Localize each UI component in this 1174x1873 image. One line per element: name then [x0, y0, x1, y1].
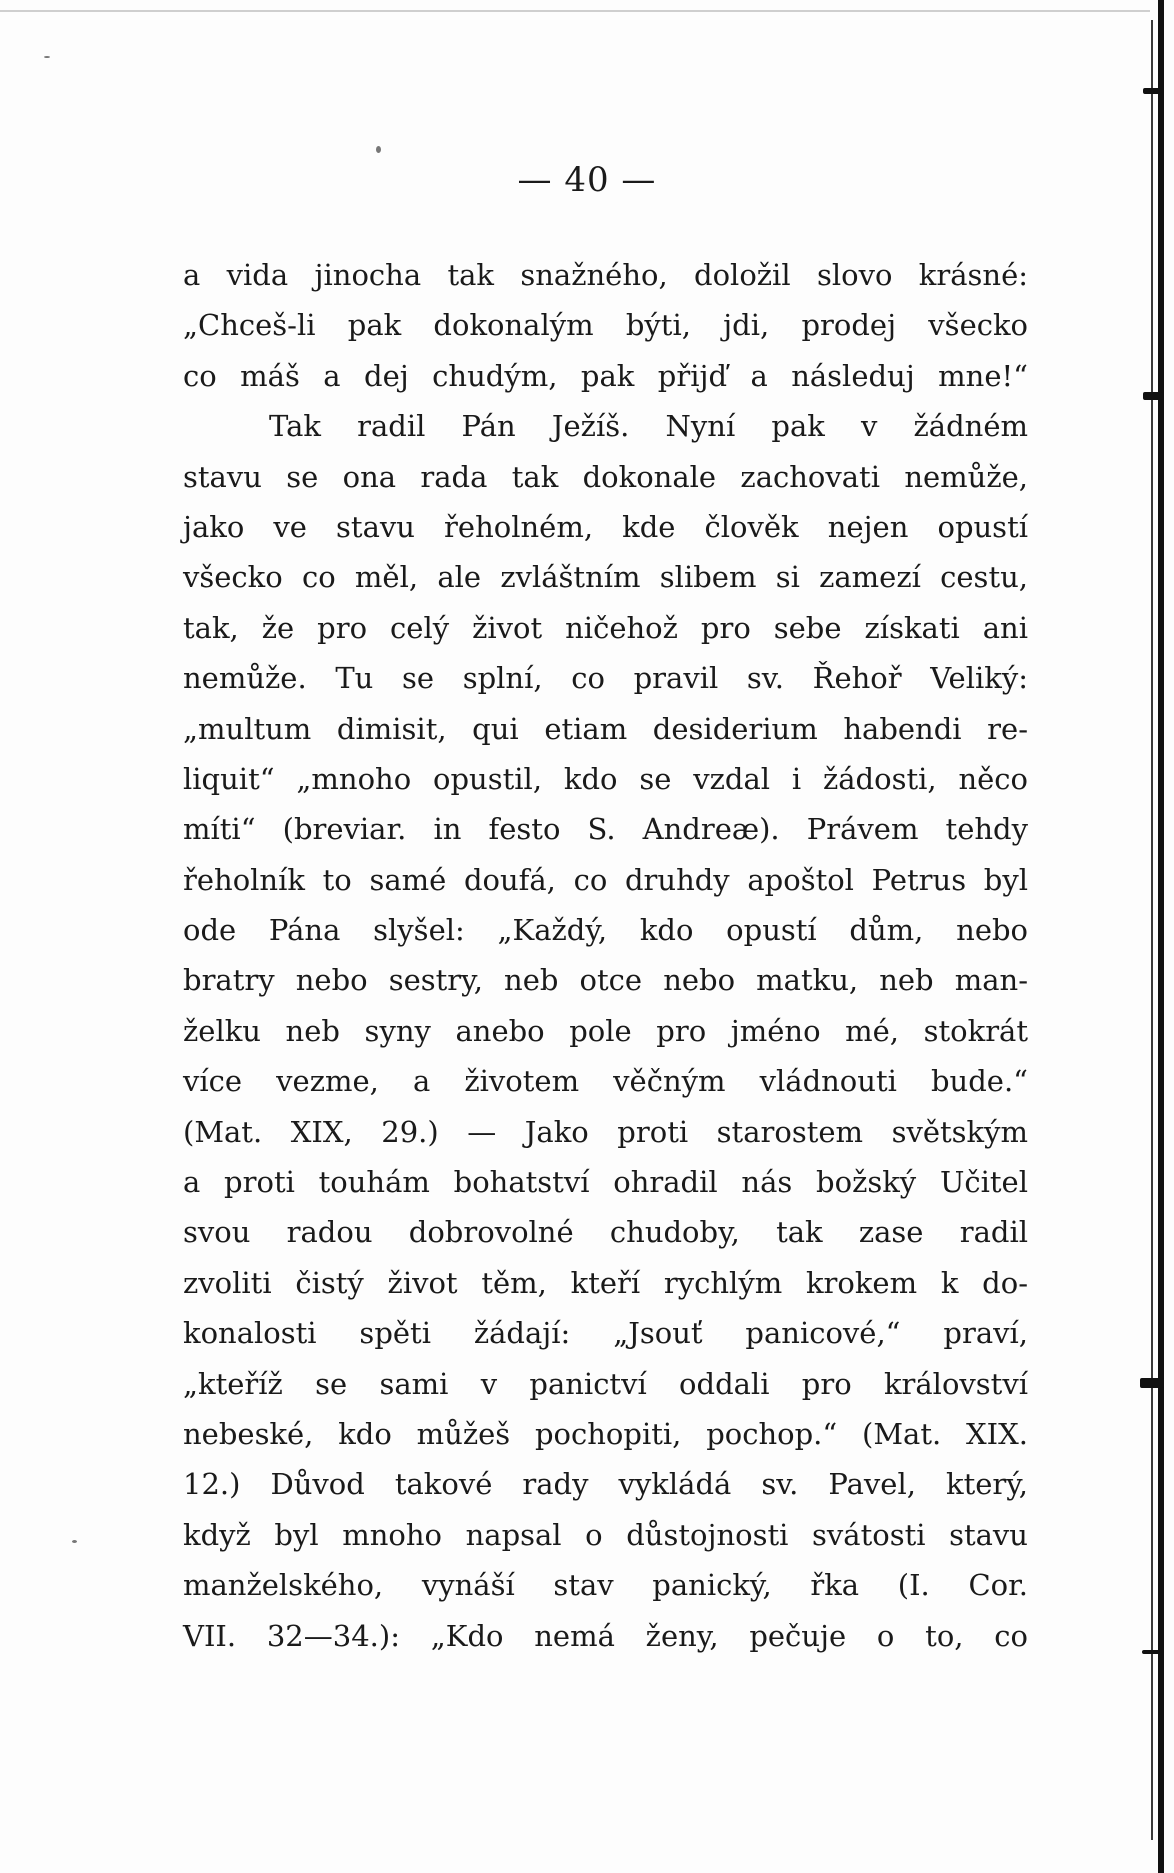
text-line: „kteříž se sami v panictví oddali pro království: [183, 1366, 1028, 1401]
text-line: ode Pána slyšel: „Každý, kdo opustí dům, nebo: [183, 913, 1028, 948]
text-line: stavu se ona rada tak dokonale zachovati nemůže,: [183, 459, 1028, 494]
edge-mark: [1142, 1650, 1160, 1654]
text-line: konalosti spěti žádají: „Jsouť panicové,“ praví,: [183, 1316, 1028, 1351]
text-line: 12.) Důvod takové rady vykládá sv. Pavel, který,: [183, 1467, 1028, 1502]
text-line: více vezme, a životem věčným vládnouti bude.“: [183, 1064, 1028, 1099]
edge-mark: [1143, 392, 1163, 400]
text-line: jako ve stavu řeholném, kde člověk nejen opustí: [183, 509, 1028, 544]
page-binding-line: [1151, 20, 1153, 1840]
text-line: řeholník to samé doufá, co druhdy apoštol Petrus byl: [183, 862, 1028, 897]
text-line: všecko co měl, ale zvláštním slibem si zamezí cestu,: [183, 560, 1028, 595]
text-line: když byl mnoho napsal o důstojnosti svátosti stavu: [183, 1517, 1028, 1552]
body-text: [183, 250, 1028, 1661]
text-line: želku neb syny anebo pole pro jméno mé, stokrát: [183, 1013, 1028, 1048]
edge-mark: [1140, 1378, 1164, 1388]
page-right-edge: [1158, 0, 1164, 1873]
dust-speck: [72, 1540, 77, 1543]
text-line: co máš a dej chudým, pak přijď a následuj mne!“: [183, 358, 1028, 393]
text-line: míti“ (breviar. in festo S. Andreæ). Právem tehdy: [183, 812, 1028, 847]
edge-mark: [1143, 88, 1161, 94]
text-line: nebeské, kdo můžeš pochopiti, pochop.“ (Mat. XIX.: [183, 1416, 1028, 1451]
page-number: — 40 —: [517, 160, 657, 200]
text-line: tak, že pro celý život ničehož pro sebe získati ani: [183, 610, 1028, 645]
text-line: a vida jinocha tak snažného, doložil slovo krásné:: [183, 258, 1028, 292]
text-line: „multum dimisit, qui etiam desiderium habendi re-: [183, 711, 1028, 746]
text-line: nemůže. Tu se splní, co pravil sv. Řehoř Veliký:: [183, 661, 1028, 696]
text-line: VII. 32—34.): „Kdo nemá ženy, pečuje o to, co: [183, 1618, 1028, 1653]
text-line: (Mat. XIX, 29.) — Jako proti starostem světským: [183, 1114, 1028, 1149]
dust-speck: [44, 56, 50, 58]
text-line: Tak radil Pán Ježíš. Nyní pak v žádném: [269, 409, 1028, 444]
page-top-edge: [0, 10, 1150, 12]
dust-speck: [376, 146, 381, 153]
text-line: liquit“ „mnoho opustil, kdo se vzdal i žádosti, něco: [183, 761, 1028, 796]
text-line: bratry nebo sestry, neb otce nebo matku, neb man-: [183, 963, 1028, 998]
text-line: zvoliti čistý život těm, kteří rychlým krokem k do-: [183, 1265, 1028, 1300]
text-line: svou radou dobrovolné chudoby, tak zase radil: [183, 1215, 1028, 1250]
text-line: manželského, vynáší stav panický, řka (I. Cor.: [183, 1568, 1028, 1603]
text-line: „Chceš-li pak dokonalým býti, jdi, prodej všecko: [183, 308, 1028, 343]
text-line: a proti touhám bohatství ohradil nás božský Učitel: [183, 1165, 1028, 1200]
